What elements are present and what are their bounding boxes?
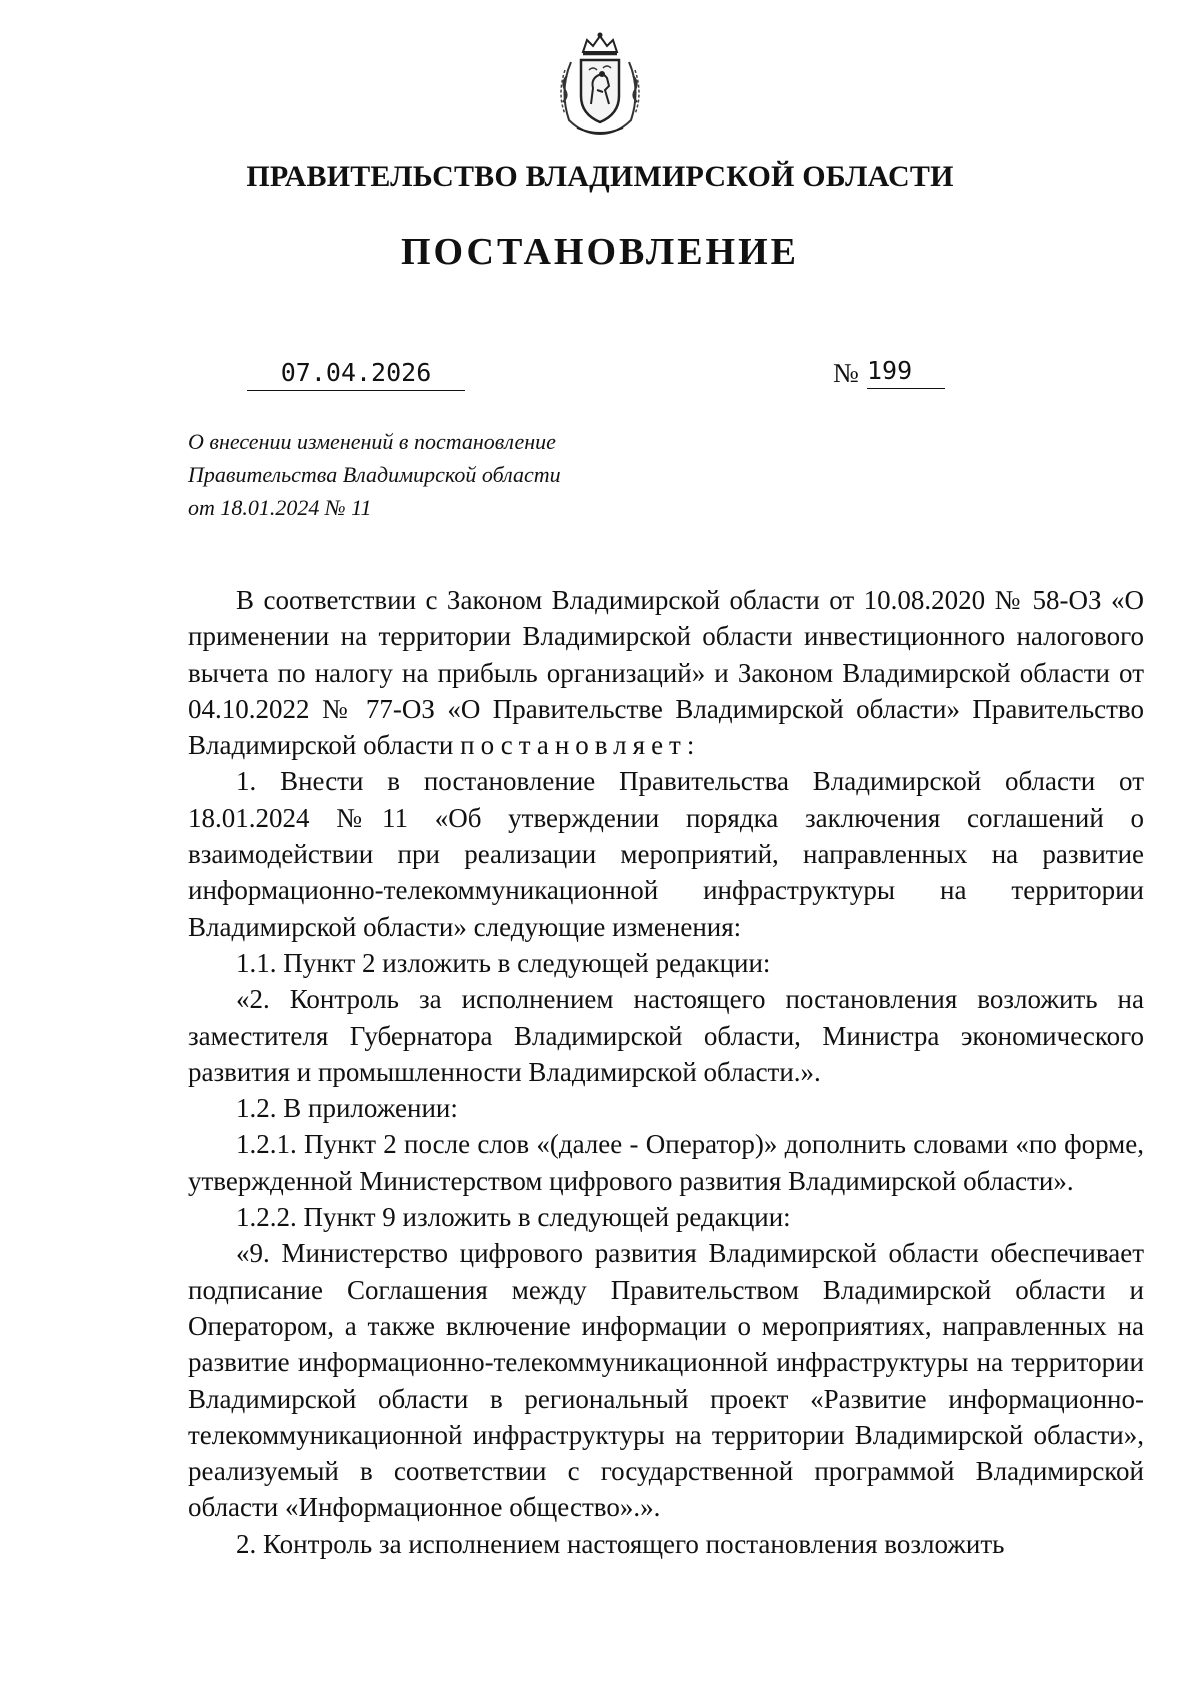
subject-line: Правительства Владимирской области [188,462,561,487]
paragraph-1-2-1: 1.2.1. Пункт 2 после слов «(далее - Оператор)» дополнить словами «по форме, утвержденной Министерством цифрового развития Владимирской области». [188,1129,1144,1196]
paragraph-2: 2. Контроль за исполнением настоящего постановления возложить [236,1528,1005,1559]
paragraph-1: 1. Внести в постановление Правительства Владимирской области от 18.01.2024 №11 «Об утверждении порядка заключения соглашений о взаимодействии при реализации мероприятий, направленных на развитие информационно-телекоммуникационной инфраструктуры на территории Владимирской области» следующие изменения: [188,766,1144,942]
document-body [188,582,1144,1562]
paragraph-1-1: 1.1. Пункт 2 изложить в следующей редакции: [236,947,771,978]
preamble-verb: постановляет: [460,730,701,761]
preamble-text: В соответствии с Законом Владимирской области от 10.08.2020 № 58-ОЗ «О применении на территории Владимирской области инвестиционного налогового вычета по налогу на прибыль организаций» и Законом Владимирской области от 04.10.2022 № 77-ОЗ «О Правительстве Владимирской области» Правительство Владимирской области [188,585,1144,761]
subject-line: О внесении изменений в постановление [188,429,556,454]
document-number: 199 [867,356,945,389]
number-label: № [833,358,859,388]
document-type: ПОСТАНОВЛЕНИЕ [400,231,800,273]
paragraph-1-2-2-text: «9. Министерство цифрового развития Владимирской области обеспечивает подписание Соглашения между Правительством Владимирской области и Оператором, а также включение информации о мероприятиях, направленных на развитие информационно-телекоммуникационной инфраструктуры на территории Владимирской области в региональный проект «Развитие информационно-телекоммуникационной инфраструктуры на территории Владимирской области», реализуемый в соответствии с государственной программой Владимирской области «Информационное общество».». [188,1238,1144,1523]
paragraph-1-2-2: 1.2.2. Пункт 9 изложить в следующей редакции: [236,1202,791,1233]
paragraph-1-1-text: «2. Контроль за исполнением настоящего постановления возложить на заместителя Губернатора Владимирской области, Министра экономического развития и промышленности Владимирской области.». [188,984,1144,1087]
paragraph-1-2: 1.2. В приложении: [236,1093,458,1124]
coat-of-arms-icon [553,30,647,138]
preamble [188,582,1144,763]
organization-name: ПРАВИТЕЛЬСТВО ВЛАДИМИРСКОЙ ОБЛАСТИ [246,160,954,193]
document-subject [188,425,628,524]
subject-line: от 18.01.2024 № 11 [188,495,372,520]
document-date: 07.04.2026 [247,358,465,391]
